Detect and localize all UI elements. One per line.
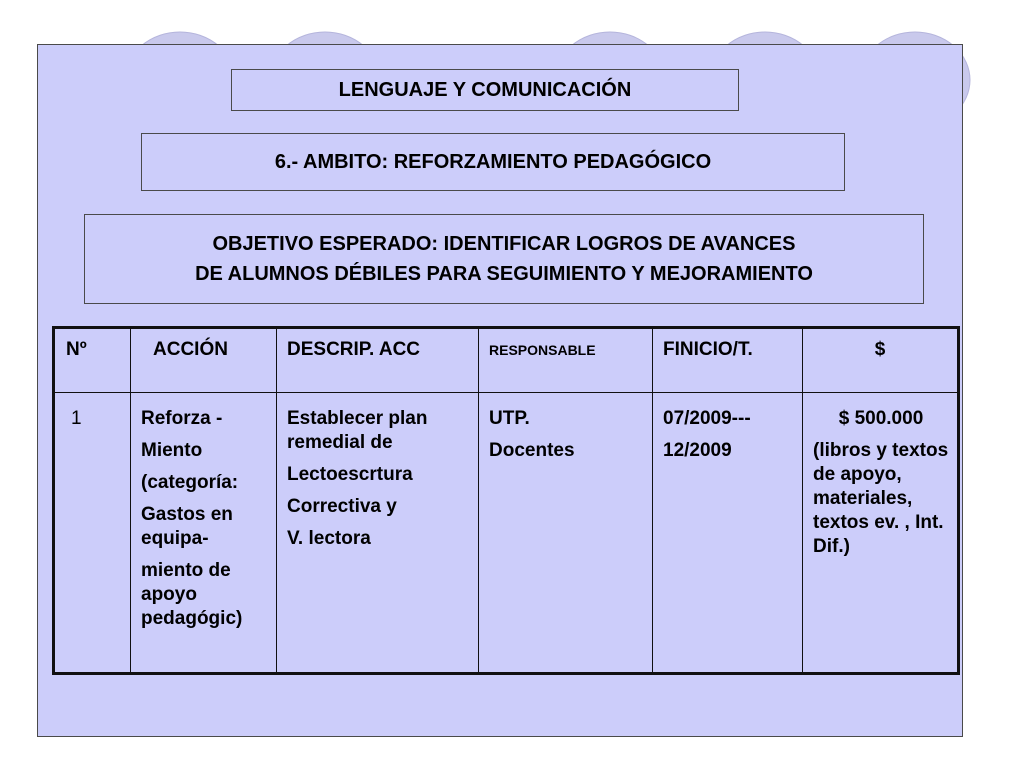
accion-line: Gastos en equipa- <box>141 504 233 549</box>
cell-descrip <box>277 393 479 674</box>
descrip-line: Lectoescrtura <box>287 464 413 485</box>
cell-accion <box>131 393 277 674</box>
header-descrip: DESCRIP. ACC <box>277 328 479 393</box>
accion-line: Miento <box>141 440 203 461</box>
responsable-line: UTP. <box>489 408 530 429</box>
header-responsable: RESPONSABLE <box>479 328 653 393</box>
title-lenguaje-text: LENGUAJE Y COMUNICACIÓN <box>338 78 632 101</box>
objective-box <box>84 214 924 304</box>
accion-line: miento de apoyo pedagógic) <box>141 560 243 629</box>
cell-money <box>803 393 959 674</box>
header-accion: ACCIÓN <box>131 328 277 393</box>
slide-panel <box>37 44 963 737</box>
objective-line-2: DE ALUMNOS DÉBILES PARA SEGUIMIENTO Y MEJORAMIENTO <box>195 263 813 285</box>
money-detail: (libros y textos de apoyo, materiales, textos ev. , Int. Dif.) <box>813 440 949 557</box>
title-ambito <box>141 133 845 191</box>
finicio-line: 07/2009--- <box>663 408 751 429</box>
action-plan-table <box>52 326 960 675</box>
finicio-line: 12/2009 <box>663 440 732 461</box>
header-no: Nº <box>54 328 131 393</box>
header-money: $ <box>803 328 959 393</box>
responsable-line: Docentes <box>489 440 575 461</box>
descrip-line: V. lectora <box>287 528 371 549</box>
header-finicio: FINICIO/T. <box>653 328 803 393</box>
title-lenguaje <box>231 69 739 111</box>
descrip-line: Correctiva y <box>287 496 397 517</box>
title-ambito-text: 6.- AMBITO: REFORZAMIENTO PEDAGÓGICO <box>274 150 712 173</box>
table-header-row <box>54 328 959 393</box>
table-row <box>54 393 959 674</box>
cell-no: 1 <box>54 393 131 674</box>
accion-line: Reforza - <box>141 408 223 429</box>
money-amount: $ 500.000 <box>838 408 924 429</box>
cell-finicio <box>653 393 803 674</box>
cell-responsable <box>479 393 653 674</box>
descrip-line: Establecer plan remedial de <box>287 408 428 453</box>
objective-line-1: OBJETIVO ESPERADO: IDENTIFICAR LOGROS DE AVANCES <box>212 233 796 255</box>
accion-line: (categoría: <box>141 472 239 493</box>
